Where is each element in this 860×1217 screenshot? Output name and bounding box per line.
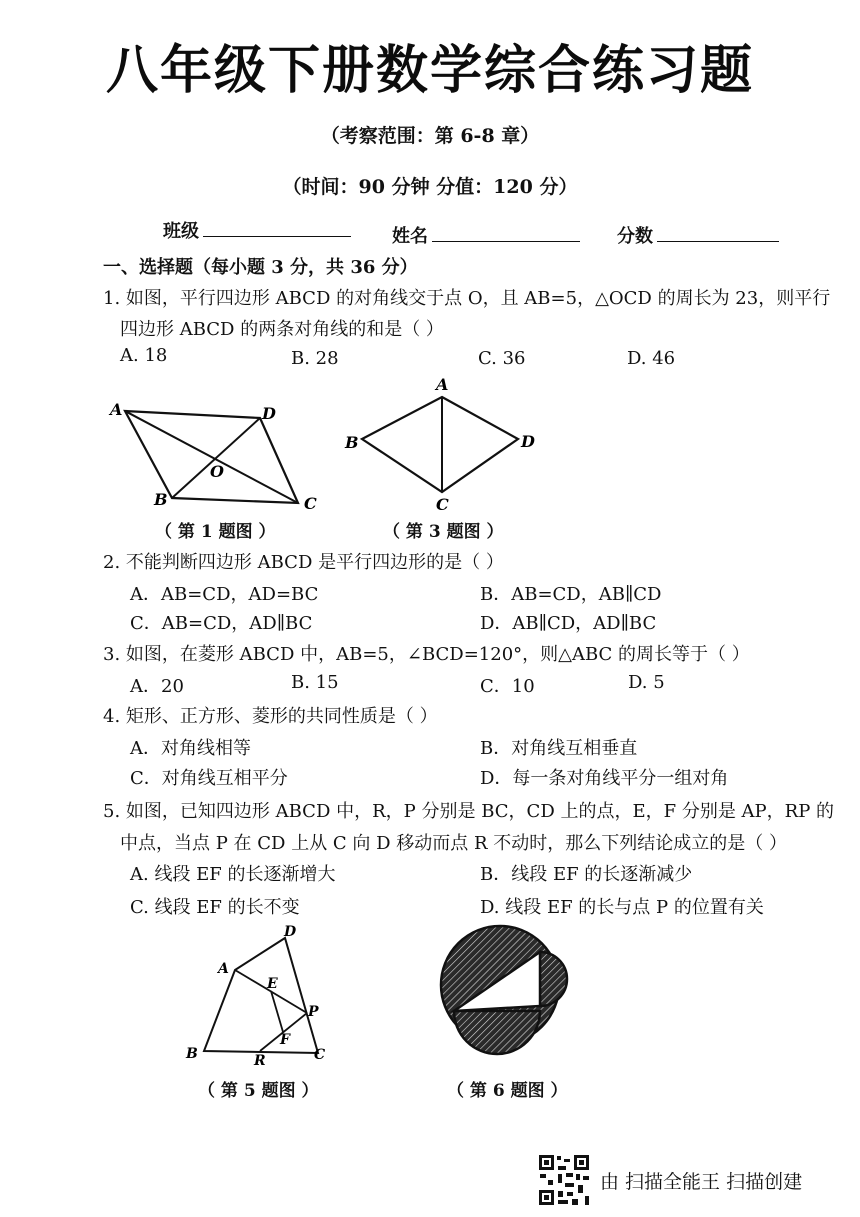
- q1-option-a: A. 18: [120, 345, 168, 366]
- q1-option-d: D. 46: [627, 348, 676, 369]
- class-blank[interactable]: [203, 218, 351, 237]
- q1-option-c: C. 36: [478, 348, 526, 369]
- q1-line2: 四边形 ABCD 的两条对角线的和是（ ）: [120, 319, 444, 340]
- name-field[interactable]: [392, 222, 580, 248]
- q1-option-b: B. 28: [291, 348, 339, 369]
- name-blank[interactable]: [432, 223, 580, 242]
- fig3-label-a: A: [436, 375, 449, 394]
- page-title: 八年级下册数学综合练习题: [105, 41, 754, 101]
- figure-1-parallelogram: [100, 398, 330, 513]
- fig5-label-b: B: [186, 1046, 198, 1062]
- fig1-label-b: B: [154, 490, 168, 509]
- fig5-label-p: P: [308, 1004, 319, 1020]
- class-field[interactable]: [163, 217, 351, 243]
- scanner-footer: 由 扫描全能王 扫描创建: [600, 1171, 803, 1193]
- q4-option-a: A．对角线相等: [130, 738, 251, 759]
- fig5-label-a: A: [218, 961, 229, 977]
- fig1-caption: （ 第 1 题图 ）: [155, 522, 276, 542]
- fig5-label-r: R: [254, 1053, 266, 1068]
- q3-option-c: C．10: [480, 676, 535, 697]
- fig5-label-d: D: [284, 924, 297, 940]
- q4-option-d: D．每一条对角线平分一组对角: [480, 768, 729, 789]
- fig3-label-c: C: [436, 495, 449, 514]
- q3-option-d: D. 5: [628, 672, 665, 693]
- exam-scope: （考察范围：第 6-8 章）: [320, 125, 540, 147]
- figure-6-semicircles: [430, 915, 590, 1075]
- score-label: 分数: [617, 226, 653, 247]
- fig1-label-a: A: [110, 400, 123, 419]
- q2-option-c: C．AB=CD，AD∥BC: [130, 613, 313, 634]
- fig5-caption: （ 第 5 题图 ）: [198, 1081, 319, 1101]
- q4-option-c: C．对角线互相平分: [130, 768, 288, 789]
- q5-line1: 5. 如图，已知四边形 ABCD 中，R，P 分别是 BC，CD 上的点，E，F 分别是 AP，RP 的: [103, 801, 835, 822]
- name-label: 姓名: [392, 226, 428, 247]
- q5-line2: 中点，当点 P 在 CD 上从 C 向 D 移动而点 R 不动时，那么下列结论成立的是（ ）: [120, 833, 788, 854]
- figure-5-quadrilateral: [180, 918, 340, 1068]
- section-heading: 一、选择题（每小题 3 分，共 36 分）: [103, 257, 418, 278]
- q4-stem: 4. 矩形、正方形、菱形的共同性质是（ ）: [103, 706, 438, 727]
- fig1-label-o: O: [210, 462, 224, 481]
- q2-option-a: A．AB=CD，AD=BC: [130, 584, 319, 605]
- qr-code-icon: [538, 1154, 590, 1206]
- q1-line1: 1. 如图，平行四边形 ABCD 的对角线交于点 O，且 AB=5，△OCD 的周长为 23，则平行: [103, 288, 831, 309]
- q2-option-b: B．AB=CD，AB∥CD: [480, 584, 662, 605]
- q3-stem: 3. 如图，在菱形 ABCD 中，AB=5，∠BCD=120°，则△ABC 的周长等于（ ）: [103, 644, 750, 665]
- q2-stem: 2. 不能判断四边形 ABCD 是平行四边形的是（ ）: [103, 552, 504, 573]
- q3-option-a: A．20: [130, 676, 184, 697]
- fig5-label-f: F: [280, 1032, 290, 1048]
- q3-option-b: B. 15: [291, 672, 339, 693]
- figure-3-rhombus: [340, 372, 545, 517]
- fig1-label-d: D: [262, 404, 276, 423]
- time-info: （时间：90 分钟 分值：120 分）: [282, 176, 578, 198]
- score-field[interactable]: [617, 222, 779, 248]
- q5-option-b: B．线段 EF 的长逐渐减少: [480, 864, 693, 885]
- fig5-label-c: C: [314, 1047, 326, 1063]
- fig3-label-d: D: [521, 432, 535, 451]
- q5-option-c: C. 线段 EF 的长不变: [130, 897, 300, 918]
- fig1-label-c: C: [304, 494, 317, 513]
- score-blank[interactable]: [657, 223, 779, 242]
- q5-option-a: A. 线段 EF 的长逐渐增大: [130, 864, 336, 885]
- q2-option-d: D．AB∥CD，AD∥BC: [480, 613, 657, 634]
- fig5-label-e: E: [267, 976, 278, 992]
- fig6-caption: （ 第 6 题图 ）: [447, 1081, 568, 1101]
- fig3-caption: （ 第 3 题图 ）: [383, 522, 504, 542]
- q4-option-b: B．对角线互相垂直: [480, 738, 638, 759]
- class-label: 班级: [163, 221, 199, 242]
- fig3-label-b: B: [345, 433, 359, 452]
- q5-option-d: D. 线段 EF 的长与点 P 的位置有关: [480, 897, 764, 918]
